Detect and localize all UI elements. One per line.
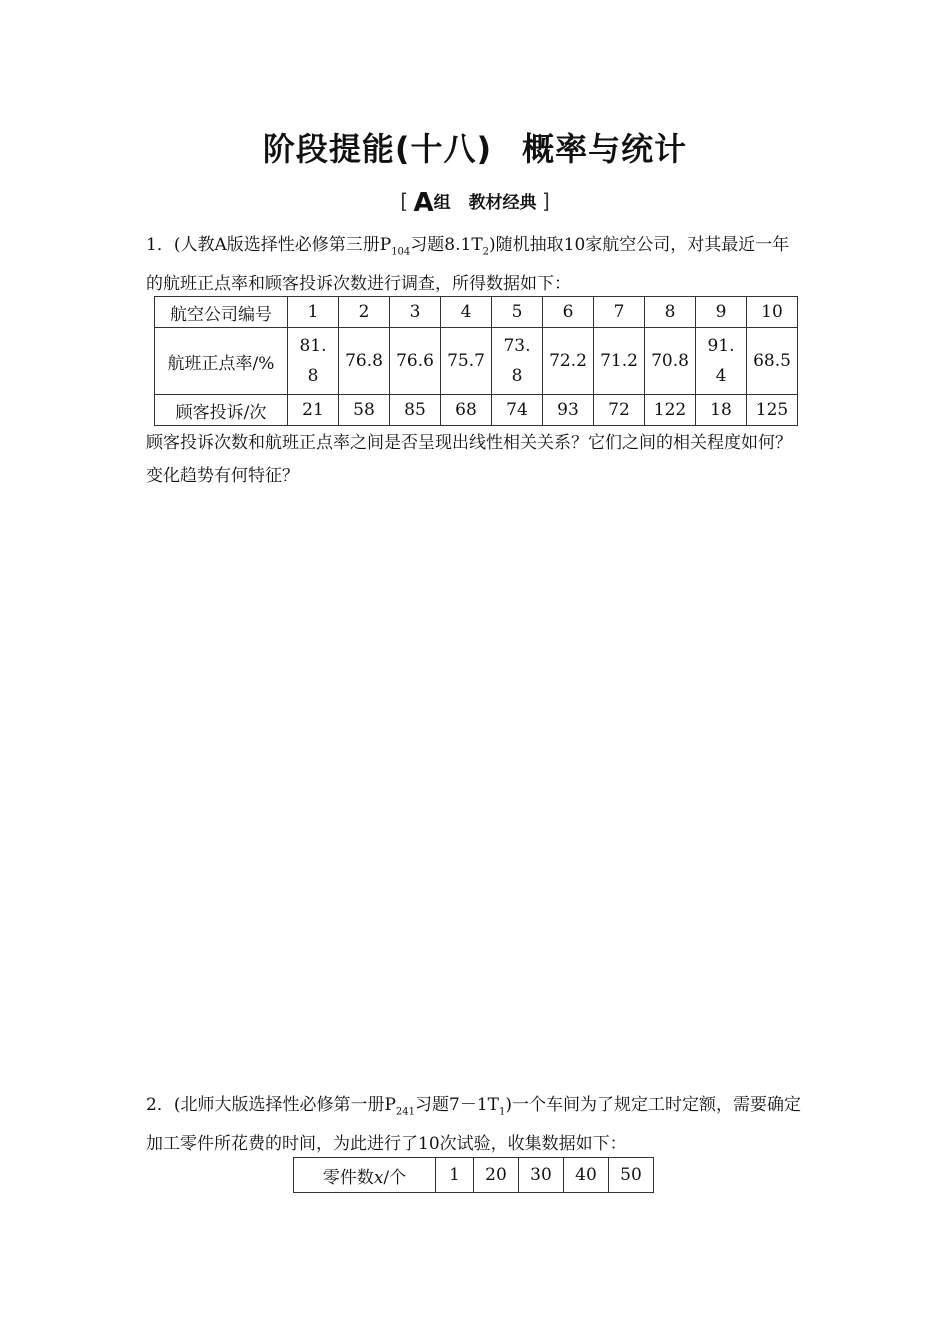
complaint-cell: 21 (288, 395, 339, 426)
complaint-cell: 74 (492, 395, 543, 426)
value-cell: 30 (519, 1158, 564, 1193)
question-2-number: 2． (146, 1095, 174, 1115)
title-main: 阶段提能(十八) (262, 130, 493, 168)
complaint-cell: 125 (747, 395, 798, 426)
question-1-exercise-sub: 2 (482, 246, 490, 258)
rate-cell: 70.8 (645, 328, 696, 395)
label-text: 零件数 (322, 1167, 374, 1188)
id-cell: 8 (645, 297, 696, 328)
airline-data-table (154, 296, 798, 426)
group-name: 教材经典 (468, 193, 537, 213)
question-1-body: )随机抽取10家航空公司，对其最近一年的航班正点率和顾客投诉次数进行调查，所得数据如下： (146, 235, 790, 295)
rate-cell: 76.8 (339, 328, 390, 395)
rate-cell: 68.5 (747, 328, 798, 395)
question-2-exercise-sub: 1 (498, 1106, 506, 1118)
question-1-prompt: 顾客投诉次数和航班正点率之间是否呈现出线性相关关系？它们之间的相关程度如何？变化趋势有何特征？ (146, 433, 792, 486)
id-cell: 3 (390, 297, 441, 328)
complaint-cell: 68 (441, 395, 492, 426)
complaint-cell: 72 (594, 395, 645, 426)
header-cell: 航班正点率/% (155, 328, 288, 395)
question-1-number: 1． (146, 235, 174, 255)
table-row (155, 297, 798, 328)
complaint-cell: 58 (339, 395, 390, 426)
page-title (0, 124, 950, 170)
question-2-text (146, 1089, 806, 1161)
rate-cell (288, 328, 339, 395)
question-2-page-sub: 241 (395, 1106, 415, 1118)
header-cell (294, 1158, 436, 1193)
question-2-body: )一个车间为了规定工时定额，需要确定加工零件所花费的时间，为此进行了10次试验，收集数据如下： (146, 1095, 801, 1155)
header-cell: 航空公司编号 (155, 297, 288, 328)
table-row (294, 1158, 654, 1193)
question-1-text (146, 229, 806, 301)
parts-data-table (293, 1157, 654, 1193)
rate-cell: 71.2 (594, 328, 645, 395)
question-2-source: (北师大版选择性必修第一册P (173, 1095, 396, 1115)
question-1-page-sub: 104 (391, 246, 411, 258)
group-label: 组 (433, 193, 451, 213)
id-cell: 4 (441, 297, 492, 328)
rate-value: 91.4 (707, 336, 735, 386)
label-variable: x (373, 1167, 384, 1188)
id-cell: 2 (339, 297, 390, 328)
table-row (155, 395, 798, 426)
complaint-cell: 122 (645, 395, 696, 426)
value-cell: 20 (474, 1158, 519, 1193)
complaint-cell: 93 (543, 395, 594, 426)
rate-cell: 76.6 (390, 328, 441, 395)
complaint-cell: 85 (390, 395, 441, 426)
bracket-open: [ (400, 189, 409, 213)
value-cell: 40 (564, 1158, 609, 1193)
question-1-exercise: 习题8.1T (410, 235, 483, 255)
complaint-cell: 18 (696, 395, 747, 426)
value-cell: 1 (436, 1158, 474, 1193)
table-row (155, 328, 798, 395)
value-cell: 50 (609, 1158, 654, 1193)
label-unit: /个 (383, 1167, 407, 1188)
id-cell: 5 (492, 297, 543, 328)
rate-cell: 72.2 (543, 328, 594, 395)
id-cell: 10 (747, 297, 798, 328)
id-cell: 6 (543, 297, 594, 328)
rate-cell (492, 328, 543, 395)
bracket-close: ] (541, 189, 550, 213)
rate-cell (696, 328, 747, 395)
id-cell: 7 (594, 297, 645, 328)
header-cell: 顾客投诉/次 (155, 395, 288, 426)
id-cell: 9 (696, 297, 747, 328)
question-1-source: (人教A版选择性必修第三册P (173, 235, 392, 255)
rate-value: 73.8 (503, 336, 531, 386)
group-letter: A (413, 188, 434, 218)
rate-value: 81.8 (299, 336, 327, 386)
rate-cell: 75.7 (441, 328, 492, 395)
title-topic: 概率与统计 (522, 130, 688, 168)
question-2-exercise: 习题7－1T (415, 1095, 499, 1115)
group-tag (0, 188, 950, 218)
id-cell: 1 (288, 297, 339, 328)
